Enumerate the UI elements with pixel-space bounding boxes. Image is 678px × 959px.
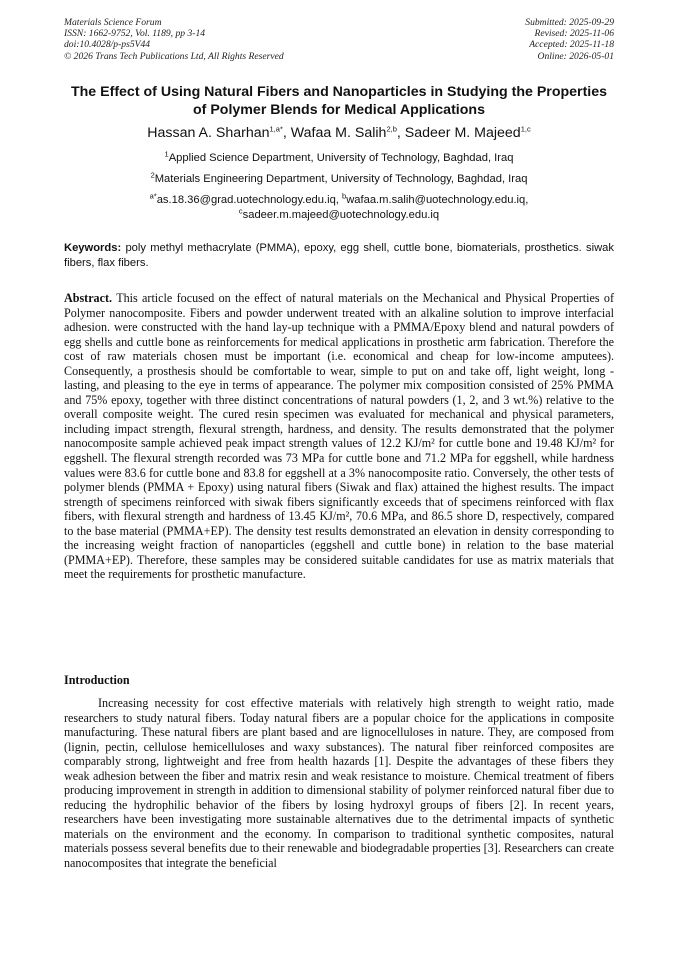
email-link[interactable]: wafaa.m.salih@uotechnology.edu.iq, bbox=[346, 194, 529, 206]
author-list bbox=[64, 125, 614, 142]
affiliation-text: Materials Engineering Department, University of Technology, Baghdad, Iraq bbox=[154, 173, 528, 185]
abstract-label: Abstract. bbox=[64, 291, 113, 305]
email-link[interactable]: as.18.36@grad.uotechnology.edu.iq, bbox=[156, 194, 339, 206]
author-separator: , bbox=[282, 125, 291, 141]
copyright-notice: © 2026 Trans Tech Publications Ltd, All Rights Reserved bbox=[64, 50, 284, 62]
accepted-date: Accepted: 2025-11-18 bbox=[529, 39, 614, 51]
article-doi: doi:10.4028/p-ps5V44 bbox=[64, 39, 151, 51]
journal-info bbox=[64, 17, 284, 62]
introduction-paragraph: Increasing necessity for cost effective materials with relatively high strength to weight ratio, made researchers to study natural fibers. Today natural fibers are a popular choice for the applications in composite manufacturing. These natural fibers are plant based and are lignocelluloses in nature. They, are composed from (lignin, pectin, cellulose hemicelluloses and waxy substances). The natural fiber reinforced composites are comparably strong, lightweight and free from health hazards [1]. Despite the advantages of these fibers they weak adhesion between the fiber and matrix resin and weak resistance to moisture. Chemical treatment of fibers producing improvement in strength in addition to dimensional stability of polymer reinforced natural fiber due to reducing the hydrophilic behavior of the fibers by losing hydroxyl groups of fibers [2]. In recent years, researchers have been investigating more sustainable alternatives due to the detrimental impacts of synthetic materials on the environment and the economy. In comparison to traditional synthetic composites, natural materials possess several benefits due to their renewable and biodegradable properties [3]. Researchers can create nanocomposites that integrate the beneficial bbox=[64, 696, 614, 871]
abstract-text: This article focused on the effect of natural materials on the Mechanical and Physical Properties of Polymer nanocomposite. Fibers and powder underwent treated with an alkaline solution to improve interfacial adhesion. were constructed with the hand lay-up technique with a PMMA/Epoxy blend and natural powders of egg shells and cuttle bone as reinforcements for medical applications in prosthetic arm fabrication. Therefore the cost of raw materials chosen must be important (i.e. economical and cheap for low-income amputees). Consequently, a prosthesis should be comfortable to wear, simple to put on and take off, light weight, long - lasting, and pleasing to the eye in terms of appearance. The polymer mix composition consisted of 25% PMMA and 75% epoxy, together with three distinct concentrations of natural powders (1, 2, and 3 wt.%) relative to the overall composite weight. The cured resin specimen was evaluated for mechanical and physical parameters, including impact strength, flexural strength, hardness, and density. The results demonstrated that the polymer nanocomposite sample achieved peak impact strength values of 12.2 KJ/m² for cuttle bone and 19.48 KJ/m² for eggshell. The flexural strength recorded was 73 MPa for cuttle bone and 71.2 MPa for eggshell, while hardness values were 83.6 for cuttle bone and 83.8 for eggshell at a 3% nanocomposite ratio. Conversely, the other tests of polymer blends (PMMA + Epoxy) using natural fibers (Siwak and flax) attained the highest results. The impact strength of specimens reinforced with siwak fibers significantly exceeds that of specimens reinforced with flax fibers, with flexural strength and hardness of 13.45 KJ/m², 70.6 MPa, and 86.5 shore D, respectively, compared to the base material (PMMA+EP). The density test results demonstrated an elevation in density corresponding to the increasing weight fraction of nanoparticles (eggshell and cuttle bone) in relation to the base material (PMMA+EP). Therefore, these samples may be considered suitable candidates for use as matrix materials that meet the requirements for prosthetic manufacture. bbox=[64, 291, 614, 582]
author-name: Hassan A. Sharhan bbox=[147, 125, 270, 141]
email-link[interactable]: sadeer.m.majeed@uotechnology.edu.iq bbox=[242, 208, 440, 221]
section-heading: Introduction bbox=[64, 673, 130, 687]
email-superscript: a* bbox=[149, 191, 157, 201]
email-superscript: c bbox=[238, 205, 243, 215]
author-emails bbox=[64, 193, 614, 222]
author-superscript: 1,a* bbox=[269, 124, 283, 134]
email-superscript: b bbox=[342, 191, 347, 201]
online-date: Online: 2026-05-01 bbox=[537, 50, 614, 62]
author-separator: , bbox=[396, 125, 405, 141]
affiliation-superscript: 1 bbox=[164, 149, 169, 159]
journal-name: Materials Science Forum bbox=[64, 17, 162, 28]
keywords-text: poly methyl methacrylate (PMMA), epoxy, egg shell, cuttle bone, biomaterials, prosthetics. siwak fibers, flax fibers. bbox=[64, 242, 614, 269]
affiliation bbox=[64, 151, 614, 165]
affiliation-superscript: 2 bbox=[150, 170, 155, 180]
article-dates bbox=[525, 17, 614, 62]
keywords-label: Keywords: bbox=[64, 242, 122, 254]
author-name: Sadeer M. Majeed bbox=[404, 125, 521, 141]
keywords bbox=[64, 241, 614, 270]
abstract bbox=[64, 291, 614, 582]
journal-issn: ISSN: 1662-9752, Vol. 1189, pp 3-14 bbox=[64, 28, 206, 40]
author-superscript: 1,c bbox=[520, 124, 531, 134]
revised-date: Revised: 2025-11-06 bbox=[534, 28, 614, 40]
author-superscript: 2,b bbox=[386, 124, 397, 134]
author-name: Wafaa M. Salih bbox=[290, 125, 387, 141]
submitted-date: Submitted: 2025-09-29 bbox=[525, 17, 614, 28]
paper-title: The Effect of Using Natural Fibers and Nanoparticles in Studying the Properties of Polymer Blends for Medical Applications bbox=[70, 84, 608, 118]
affiliation bbox=[64, 172, 614, 186]
affiliation-text: Applied Science Department, University of Technology, Baghdad, Iraq bbox=[168, 152, 514, 164]
